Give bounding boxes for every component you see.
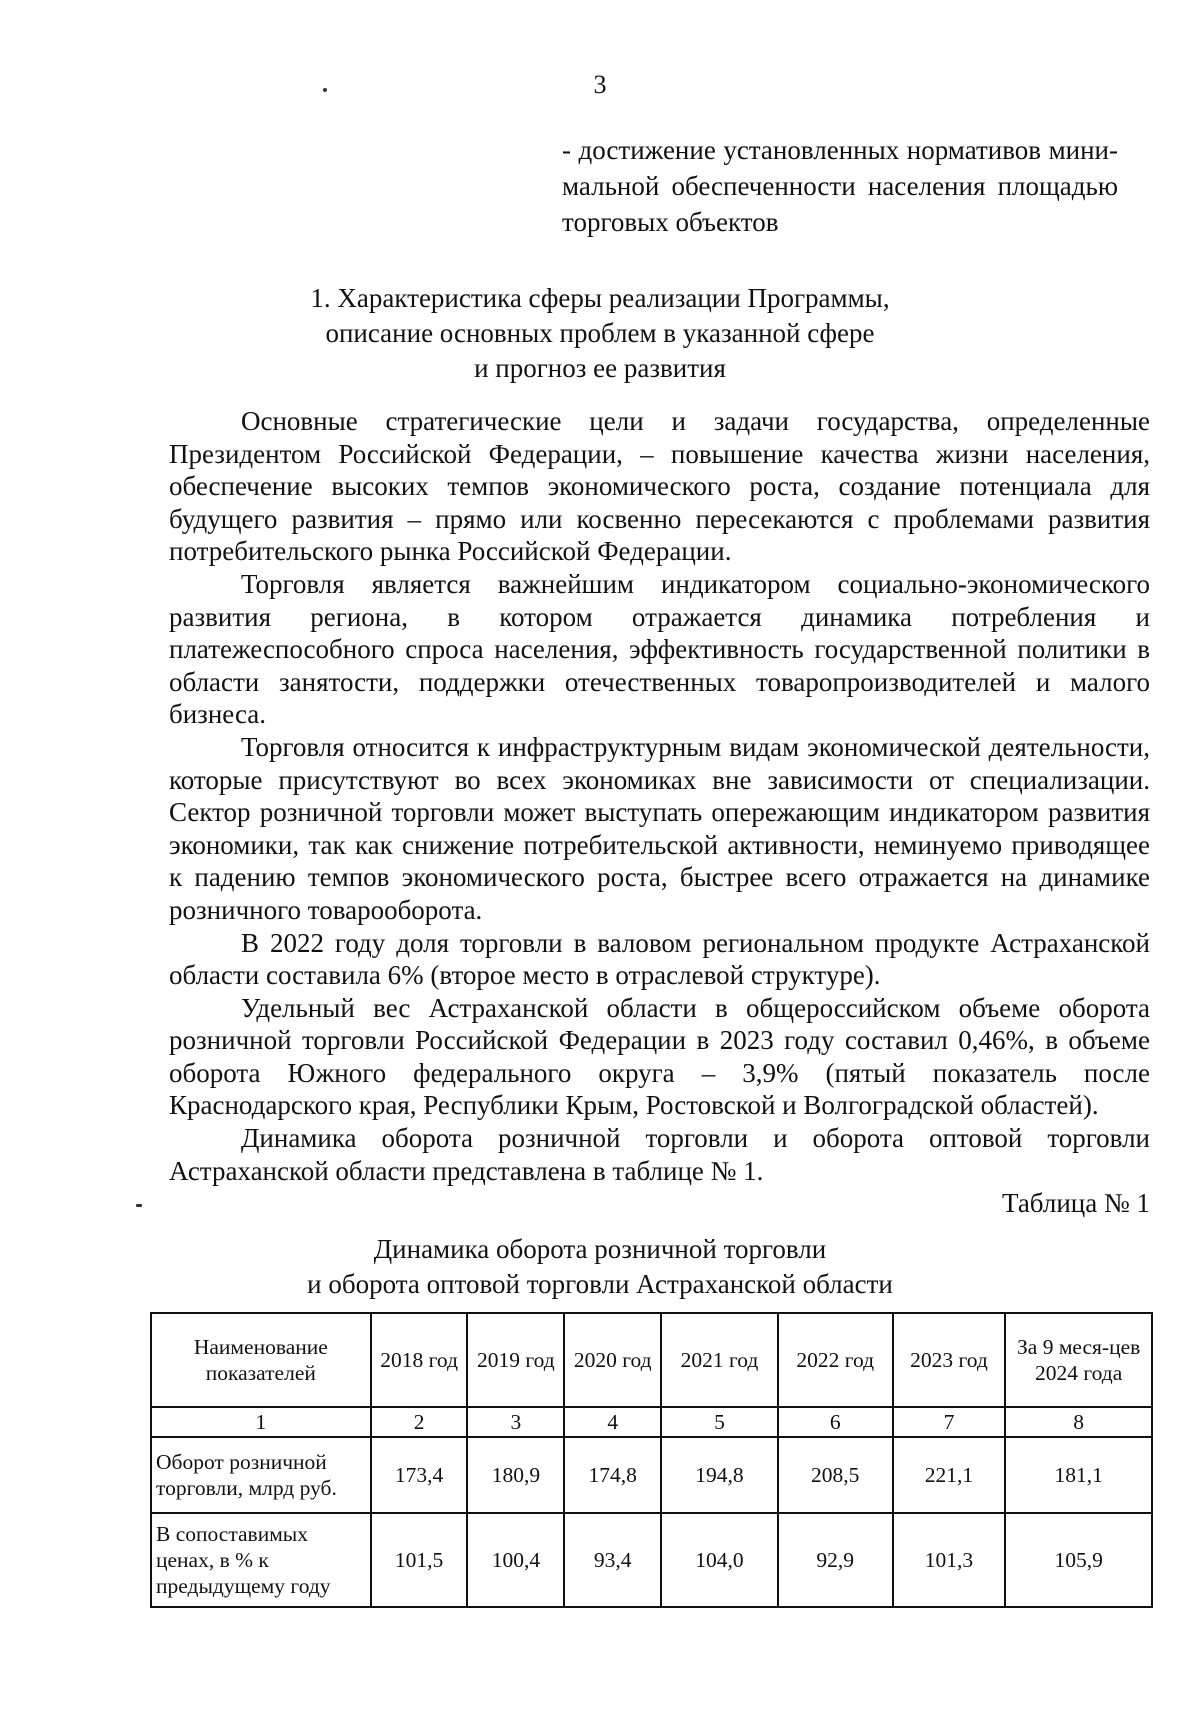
paragraph: Торговля относится к инфраструктурным видам экономической деятельности, которые присутствуют во всех экономиках вне зависимости от специализации. Сектор розничной торговли может выступать опережающим индикатором развития экономики, так как снижение потребительской активности, неминуемо приводящее к падению темпов экономического роста, быстрее всего отражается на динамике розничного товарооборота. xyxy=(169,731,1150,925)
paragraph: Торговля является важнейшим индикатором социально-экономического развития региона, в котором отражается динамика потребления и платежеспособного спроса населения, эффективность государственной политики в области занятости, поддержки отечественных товаропроизводителей и малого бизнеса. xyxy=(169,568,1150,730)
section-heading xyxy=(0,281,1200,386)
index-cell: 3 xyxy=(467,1407,564,1437)
intro-line: мальной обеспеченности населения площадью xyxy=(562,171,1118,201)
row-name-cell: Оборот розничной торговли, млрд руб. xyxy=(151,1437,371,1513)
value-cell: 180,9 xyxy=(467,1437,564,1513)
intro-line: - достижение установленных нормативов мини- xyxy=(562,135,1118,165)
header-cell: 2020 год xyxy=(564,1313,661,1407)
header-cell: 2021 год xyxy=(661,1313,778,1407)
paragraph: В 2022 году доля торговли в валовом региональном продукте Астраханской области составила 6% (второе место в отраслевой структуре). xyxy=(169,927,1150,991)
index-cell: 1 xyxy=(151,1407,371,1437)
table-index-row xyxy=(151,1407,1152,1437)
table-row xyxy=(151,1513,1152,1607)
header-cell: Наименование показателей xyxy=(151,1313,371,1407)
heading-line: 1. Характеристика сферы реализации Программы, xyxy=(310,283,890,313)
paragraph: Динамика оборота розничной торговли и оборота оптовой торговли Астраханской области представлена в таблице № 1. xyxy=(169,1123,1150,1186)
value-cell: 173,4 xyxy=(371,1437,468,1513)
value-cell: 174,8 xyxy=(564,1437,661,1513)
header-cell: За 9 меся-цев 2024 года xyxy=(1005,1313,1152,1407)
value-cell: 92,9 xyxy=(778,1513,893,1607)
table-label: Таблица № 1 xyxy=(1002,1188,1150,1218)
value-cell: 208,5 xyxy=(778,1437,893,1513)
value-cell: 101,5 xyxy=(371,1513,468,1607)
scan-dot xyxy=(136,1204,142,1207)
table-title-line: Динамика оборота розничной торговли xyxy=(373,1234,827,1264)
data-table xyxy=(150,1312,1153,1608)
intro-line: торговых объектов xyxy=(562,207,779,237)
page-number: 3 xyxy=(593,70,607,99)
header-cell: 2019 год xyxy=(467,1313,564,1407)
table-row xyxy=(151,1437,1152,1513)
header-cell: 2022 год xyxy=(778,1313,893,1407)
intro-text xyxy=(562,132,1118,240)
table-header-row xyxy=(151,1313,1152,1407)
value-cell: 93,4 xyxy=(564,1513,661,1607)
index-cell: 4 xyxy=(564,1407,661,1437)
index-cell: 7 xyxy=(893,1407,1006,1437)
value-cell: 100,4 xyxy=(467,1513,564,1607)
table-title-line: и оборота оптовой торговли Астраханской области xyxy=(307,1269,893,1299)
paragraph: Основные стратегические цели и задачи государства, определенные Президентом Российской Федерации, – повышение качества жизни населения, обеспечение высоких темпов экономического роста, создание потенциала для будущего развития – прямо или косвенно пересекаются с проблемами развития потребительского рынка Российской Федерации. xyxy=(169,406,1150,567)
index-cell: 8 xyxy=(1005,1407,1152,1437)
paragraph: Удельный вес Астраханской области в общероссийском объеме оборота розничной торговли Российской Федерации в 2023 году составил 0,46%, в объеме оборота Южного федерального округа – 3,9% (пятый показатель после Краснодарского края, Республики Крым, Ростовской и Волгоградской областей). xyxy=(169,992,1150,1121)
value-cell: 194,8 xyxy=(661,1437,778,1513)
index-cell: 5 xyxy=(661,1407,778,1437)
header-cell: 2023 год xyxy=(893,1313,1006,1407)
header-cell: 2018 год xyxy=(371,1313,468,1407)
value-cell: 181,1 xyxy=(1005,1437,1152,1513)
index-cell: 6 xyxy=(778,1407,893,1437)
table-title xyxy=(0,1232,1200,1302)
row-name-cell: В сопоставимых ценах, в % к предыдущему году xyxy=(151,1513,371,1607)
value-cell: 105,9 xyxy=(1005,1513,1152,1607)
heading-line: и прогноз ее развития xyxy=(474,353,726,383)
value-cell: 104,0 xyxy=(661,1513,778,1607)
value-cell: 221,1 xyxy=(893,1437,1006,1513)
heading-line: описание основных проблем в указанной сфере xyxy=(325,318,875,348)
value-cell: 101,3 xyxy=(893,1513,1006,1607)
body-text xyxy=(169,405,1150,1187)
index-cell: 2 xyxy=(371,1407,468,1437)
